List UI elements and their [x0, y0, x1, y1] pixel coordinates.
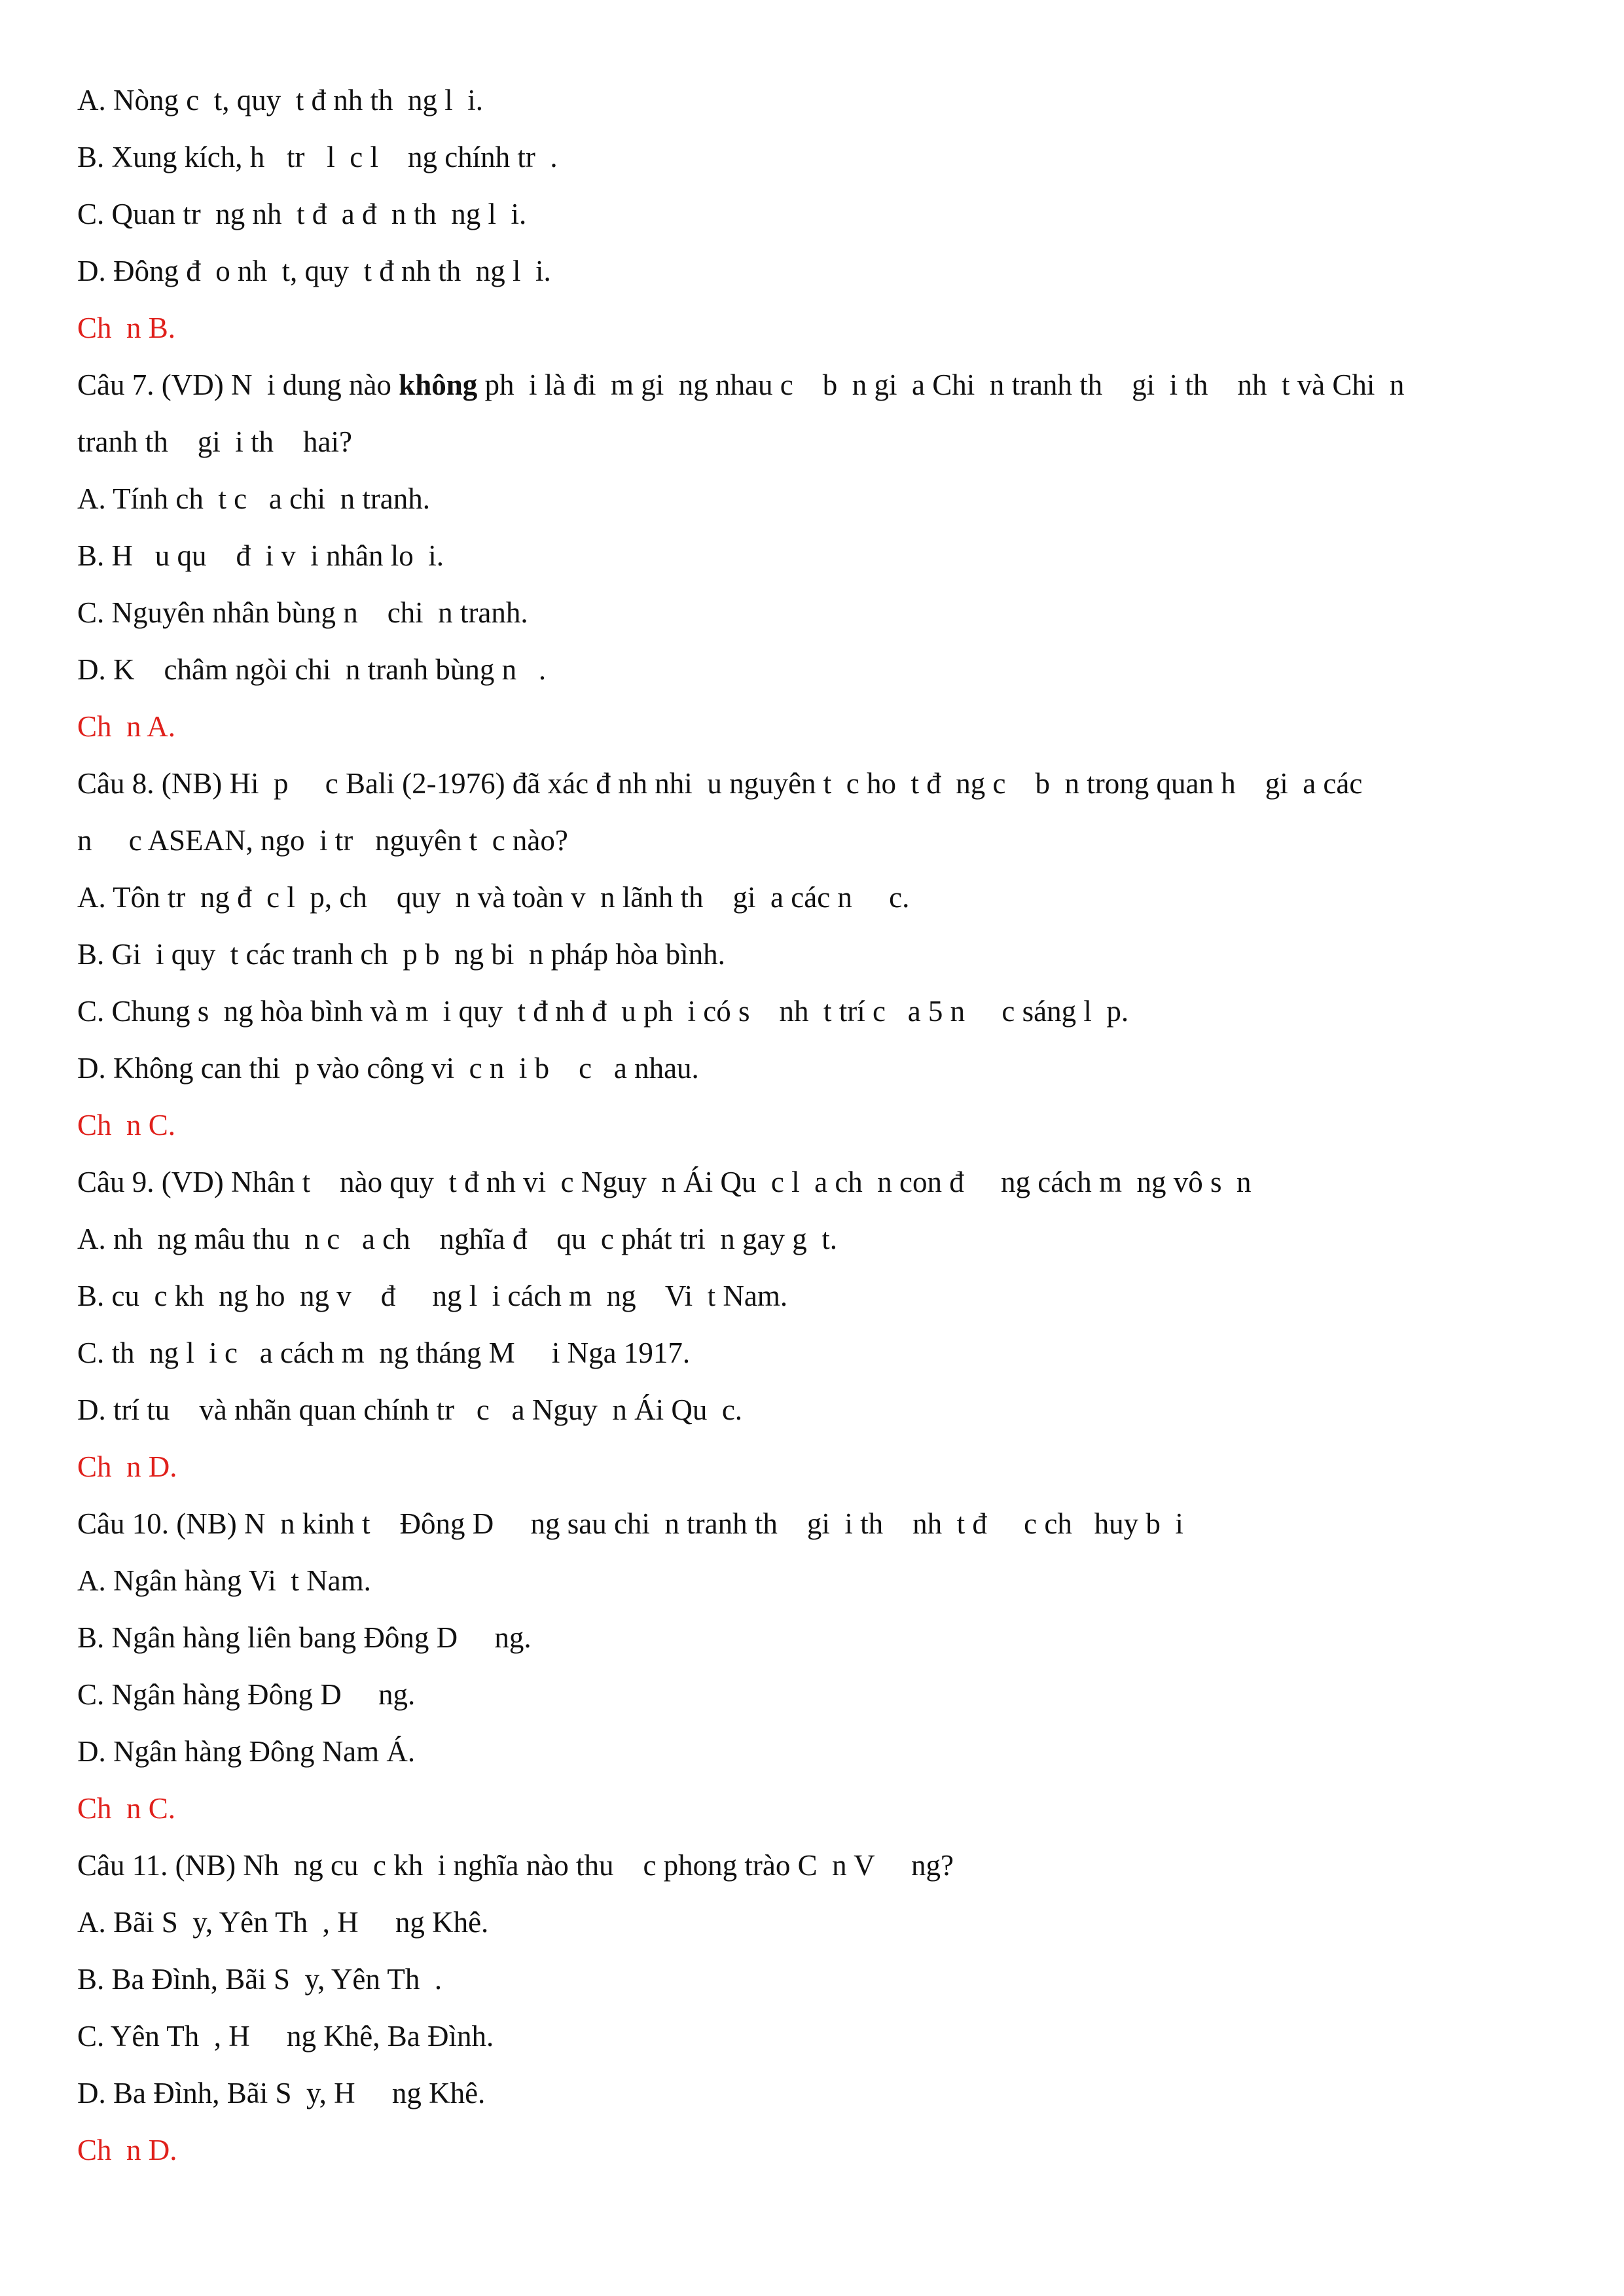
q11-option-c: C. Yên Th , H ng Khê, Ba Đình. — [77, 2020, 494, 2053]
q9-option-b: B. cu c kh ng ho ng v đ ng l i cách m ng Vi t Nam. — [77, 1280, 788, 1312]
q6-option-d: D. Đông đ o nh t, quy t đ nh th ng l i. — [77, 255, 551, 287]
q10-option-d: D. Ngân hàng Đông Nam Á. — [77, 1735, 416, 1768]
q8-option-a: A. Tôn tr ng đ c l p, ch quy n và toàn v n lãnh th gi a các n c. — [77, 881, 910, 914]
q9-answer: Ch n D. — [77, 1450, 177, 1483]
question-9-block — [77, 1154, 1557, 1496]
q9-option-a: A. nh ng mâu thu n c a ch nghĩa đ qu c phát tri n gay g t. — [77, 1223, 838, 1255]
q8-option-c: C. Chung s ng hòa bình và m i quy t đ nh đ u ph i có s nh t trí c a 5 n c sáng l p. — [77, 995, 1129, 1028]
q6-option-c: C. Quan tr ng nh t đ a đ n th ng l i. — [77, 198, 527, 230]
q6-option-b: B. Xung kích, h tr l c l ng chính tr . — [77, 141, 558, 173]
q7-bold-word: không — [399, 368, 478, 401]
q7-suffix: ph i là đi m gi ng nhau c b n gi a Chi n tranh th gi i th nh t và Chi n — [477, 368, 1405, 401]
q10-question: Câu 10. (NB) N n kinh t Đông D ng sau chi n tranh th gi i th nh t đ c ch huy b i — [77, 1507, 1183, 1540]
q8-option-b: B. Gi i quy t các tranh ch p b ng bi n pháp hòa bình. — [77, 938, 725, 971]
q8-question-line-1: Câu 8. (NB) Hi p c Bali (2-1976) đã xác đ nh nhi u nguyên t c ho t đ ng c b n trong quan h gi a các — [77, 767, 1363, 800]
q7-question-line-2: tranh th gi i th hai? — [77, 425, 352, 458]
q11-option-d: D. Ba Đình, Bãi S y, H ng Khê. — [77, 2077, 486, 2109]
q11-option-b: B. Ba Đình, Bãi S y, Yên Th . — [77, 1963, 442, 1996]
q9-question: Câu 9. (VD) Nhân t nào quy t đ nh vi c Nguy n Ái Qu c l a ch n con đ ng cách m ng vô s n — [77, 1166, 1252, 1198]
q9-option-d: D. trí tu và nhãn quan chính tr c a Nguy n Ái Qu c. — [77, 1393, 743, 1426]
question-11-block — [77, 1837, 1557, 2179]
question-8-block — [77, 755, 1557, 1154]
q11-option-a: A. Bãi S y, Yên Th , H ng Khê. — [77, 1906, 489, 1939]
q11-answer: Ch n D. — [77, 2134, 177, 2166]
question-10-block — [77, 1496, 1557, 1837]
q6-option-a: A. Nòng c t, quy t đ nh th ng l i. — [77, 84, 483, 117]
q7-prefix: Câu 7. (VD) N i dung nào — [77, 368, 399, 401]
q8-answer: Ch n C. — [77, 1109, 176, 1141]
q10-answer: Ch n C. — [77, 1792, 176, 1825]
q6-answer: Ch n B. — [77, 312, 176, 344]
q10-option-c: C. Ngân hàng Đông D ng. — [77, 1678, 416, 1711]
question-7-block — [77, 357, 1557, 755]
q10-option-b: B. Ngân hàng liên bang Đông D ng. — [77, 1621, 532, 1654]
q7-option-d: D. K châm ngòi chi n tranh bùng n . — [77, 653, 547, 686]
document-page — [77, 72, 1557, 2179]
question-6-block — [77, 72, 1557, 357]
q11-question: Câu 11. (NB) Nh ng cu c kh i nghĩa nào thu c phong trào C n V ng? — [77, 1849, 954, 1882]
q8-question-line-2: n c ASEAN, ngo i tr nguyên t c nào? — [77, 824, 568, 857]
q7-option-b: B. H u qu đ i v i nhân lo i. — [77, 539, 444, 572]
q7-option-a: A. Tính ch t c a chi n tranh. — [77, 482, 431, 515]
q7-option-c: C. Nguyên nhân bùng n chi n tranh. — [77, 596, 528, 629]
q8-option-d: D. Không can thi p vào công vi c n i b c a nhau. — [77, 1052, 699, 1085]
q7-question-line-1 — [77, 357, 1557, 414]
q7-answer: Ch n A. — [77, 710, 176, 743]
q10-option-a: A. Ngân hàng Vi t Nam. — [77, 1564, 371, 1597]
q9-option-c: C. th ng l i c a cách m ng tháng M i Nga 1917. — [77, 1336, 691, 1369]
